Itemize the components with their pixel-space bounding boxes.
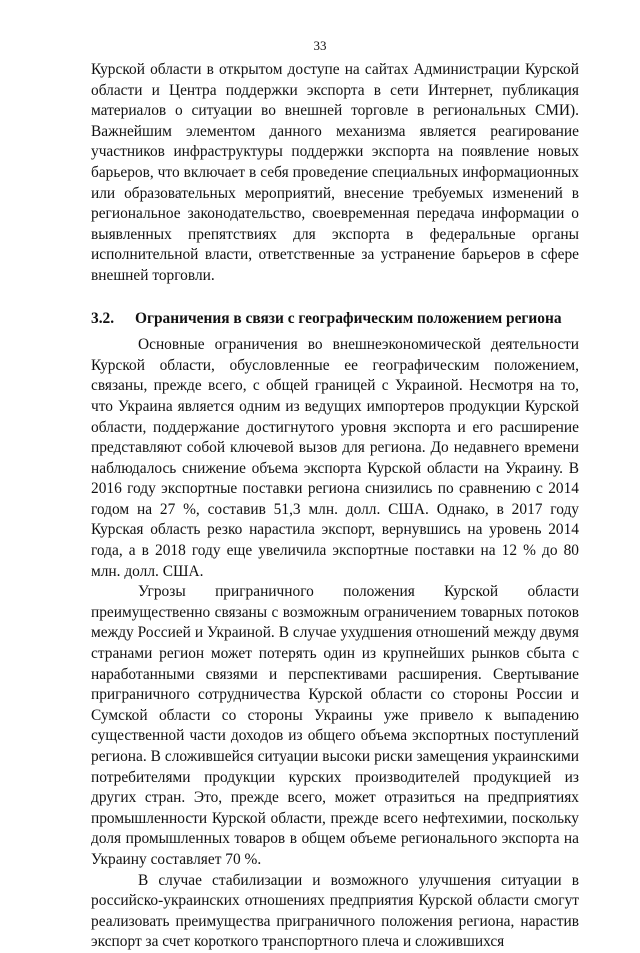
page-content bbox=[91, 60, 579, 953]
paragraph-stabilization: В случае стабилизации и возможного улучшения ситуации в российско-украинских отношениях предприятия Курской области смогут реализовать преимущества приграничного положения региона, нарастив экспорт за счет короткого транспортного плеча и сложившихся bbox=[91, 871, 579, 951]
section-heading bbox=[91, 309, 579, 330]
paragraph-geographic-constraints: Основные ограничения во внешнеэкономической деятельности Курской области, обусловленные ее географическим положением, связаны, прежде всего, с общей границей с Украиной. Несмотря на то, что Украина является одним из ведущих импортеров продукции Курской области, поддержание достигнутого уровня экспорта и его расширение представляют собой ключевой вызов для региона. До недавнего времени наблюдалось снижение объема экспорта Курской области на Украину. В 2016 году экспортные поставки региона снизились по сравнению с 2014 годом на 27 %, составив 51,3 млн. долл. США. Однако, в 2017 году Курская область резко нарастила экспорт, вернувшись на уровень 2014 года, а в 2018 году еще увеличила экспортные поставки на 12 % до 80 млн. долл. США. bbox=[91, 336, 579, 580]
section-number: 3.2. bbox=[91, 309, 115, 327]
page-number: 33 bbox=[313, 38, 327, 53]
paragraph-continuation: Курской области в открытом доступе на сайтах Администрации Курской области и Центра поддержки экспорта в сети Интернет, публикация материалов о ситуации во внешней торговле в региональных СМИ). Важнейшим элементом данного механизма является реагирование участников инфраструктуры поддержки экспорта на появление новых барьеров, что включает в себя проведение специальных информационных или образовательных мероприятий, внесение требуемых изменений в региональное законодательство, своевременная передача информации о выявленных препятствиях для экспорта в федеральные органы исполнительной власти, ответственные за устранение барьеров в сфере внешней торговли. bbox=[91, 61, 579, 284]
paragraph-border-threats: Угрозы приграничного положения Курской области преимущественно связаны с возможным ограничением товарных потоков между Россией и Украиной. В случае ухудшения отношений между двумя странами регион может потерять один из крупнейших рынков сбыта с наработанными связями и перспективами расширения. Свертывание приграничного сотрудничества Курской области со стороны России и Сумской области со стороны Украины уже привело к выпадению существенной части доходов из общего объема экспортных поступлений региона. В сложившейся ситуации высоки риски замещения украинскими потребителями продукции курских производителей продукцией из других стран. Это, прежде всего, может отразиться на предприятиях промышленности Курской области, прежде всего нефтехимии, поскольку доля промышленных товаров в общем объеме регионального экспорта на Украину составляет 70 %. bbox=[91, 583, 579, 868]
section-title: Ограничения в связи с географическим положением региона bbox=[135, 309, 562, 327]
